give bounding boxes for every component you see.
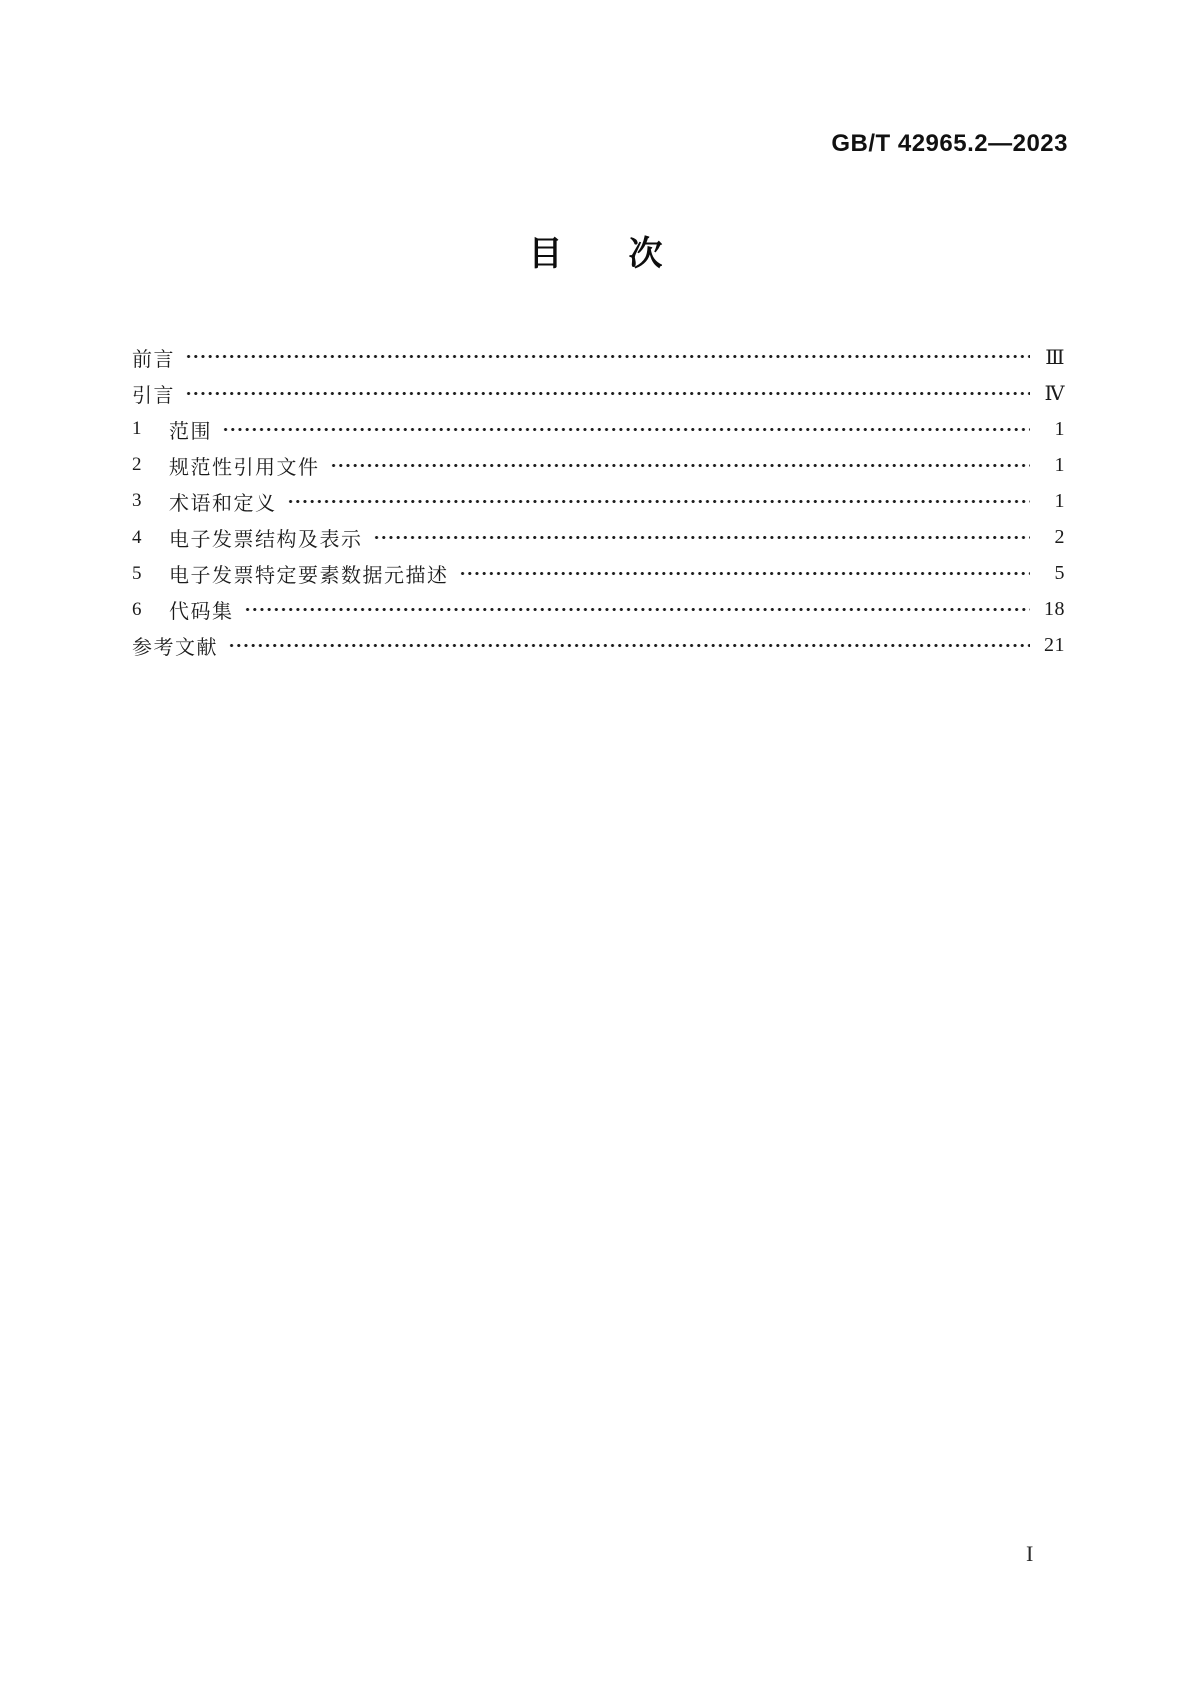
toc-entry-page: 21	[1044, 634, 1065, 657]
toc-entry-page: 2	[1054, 526, 1065, 549]
toc-entry-label: 引言	[132, 384, 175, 407]
toc-row	[132, 556, 1065, 592]
dot-leader	[287, 483, 1031, 519]
toc-entry-label: 前言	[132, 348, 175, 371]
toc-row	[132, 447, 1065, 483]
toc-entry-number: 5	[132, 562, 142, 584]
toc-entry-label: 电子发票特定要素数据元描述	[169, 565, 449, 588]
dot-leader	[185, 339, 1030, 375]
toc-entry-label: 代码集	[169, 601, 234, 624]
toc-entry-label: 规范性引用文件	[169, 456, 320, 479]
dot-leader	[228, 628, 1030, 664]
page-title-char-1: 目	[528, 235, 563, 273]
toc-entry-label: 参考文献	[132, 637, 218, 660]
page-title	[0, 237, 1191, 271]
standard-number-header: GB/T 42965.2—2023	[831, 130, 1068, 157]
toc-row	[132, 411, 1065, 447]
toc-entry-number: 4	[132, 526, 142, 548]
dot-leader	[222, 411, 1030, 447]
toc-entry-number: 1	[132, 418, 142, 440]
toc-entry-page: 1	[1054, 489, 1065, 512]
toc-entry-label: 术语和定义	[169, 492, 277, 515]
toc-row	[132, 483, 1065, 519]
toc-entry-page: Ⅲ	[1045, 346, 1065, 369]
table-of-contents	[132, 339, 1065, 664]
toc-entry-page: 18	[1044, 598, 1065, 621]
toc-row	[132, 339, 1065, 375]
dot-leader	[373, 519, 1031, 555]
toc-row	[132, 592, 1065, 628]
toc-entry-page: 5	[1054, 562, 1065, 585]
toc-entry-number: 2	[132, 454, 142, 476]
dot-leader	[185, 375, 1030, 411]
toc-entry-label: 范围	[169, 420, 212, 443]
toc-entry-number: 3	[132, 490, 142, 512]
page-number: I	[1026, 1541, 1034, 1566]
toc-row	[132, 375, 1065, 411]
dot-leader	[459, 556, 1031, 592]
toc-row	[132, 628, 1065, 664]
toc-entry-label: 电子发票结构及表示	[169, 529, 363, 552]
toc-entry-page: 1	[1054, 453, 1065, 476]
toc-row	[132, 519, 1065, 555]
dot-leader	[244, 592, 1031, 628]
dot-leader	[330, 447, 1031, 483]
toc-entry-page: Ⅳ	[1044, 382, 1065, 405]
page-title-char-2: 次	[628, 235, 663, 273]
toc-entry-number: 6	[132, 598, 142, 620]
toc-entry-page: 1	[1054, 417, 1065, 440]
